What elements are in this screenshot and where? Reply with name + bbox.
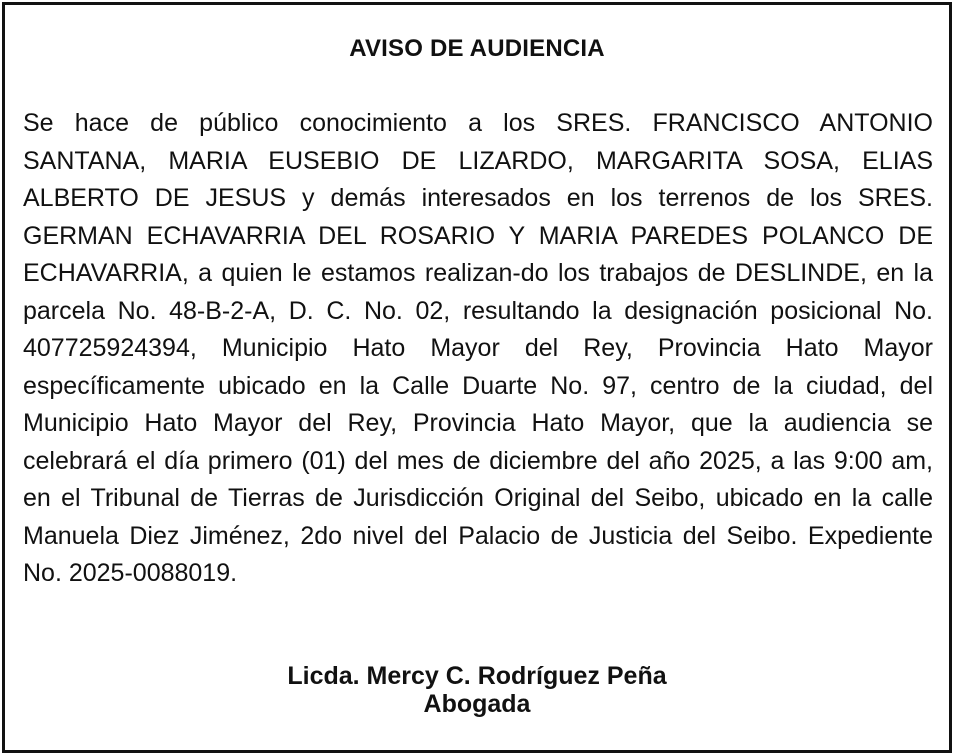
notice-frame [2,2,952,753]
notice-body: Se hace de público conocimiento a los SRES. FRANCISCO ANTONIO SANTANA, MARIA EUSEBIO DE LIZARDO, MARGARITA SOSA, ELIAS ALBERTO DE JESUS y demás interesados en los terrenos de los SRES. GERMAN ECHAVARRIA DEL ROSARIO Y MARIA PAREDES POLANCO DE ECHAVARRIA, a quien le estamos realizan-do los trabajos de DESLINDE, en la parcela No. 48-B-2-A, D. C. No. 02, resultando la designación posicional No. 407725924394, Municipio Hato Mayor del Rey, Provincia Hato Mayor específicamente ubicado en la Calle Duarte No. 97, centro de la ciudad, del Municipio Hato Mayor del Rey, Provincia Hato Mayor, que la audiencia se celebrará el día primero (01) del mes de diciembre del año 2025, a las 9:00 am, en el Tribunal de Tierras de Jurisdicción Original del Seibo, ubicado en la calle Manuela Diez Jiménez, 2do nivel del Palacio de Justicia del Seibo. Expediente No. 2025-0088019. [23,109,933,587]
signature-role: Abogada [423,690,531,718]
notice-title: AVISO DE AUDIENCIA [349,35,605,62]
signature-name: Licda. Mercy C. Rodríguez Peña [287,662,667,690]
